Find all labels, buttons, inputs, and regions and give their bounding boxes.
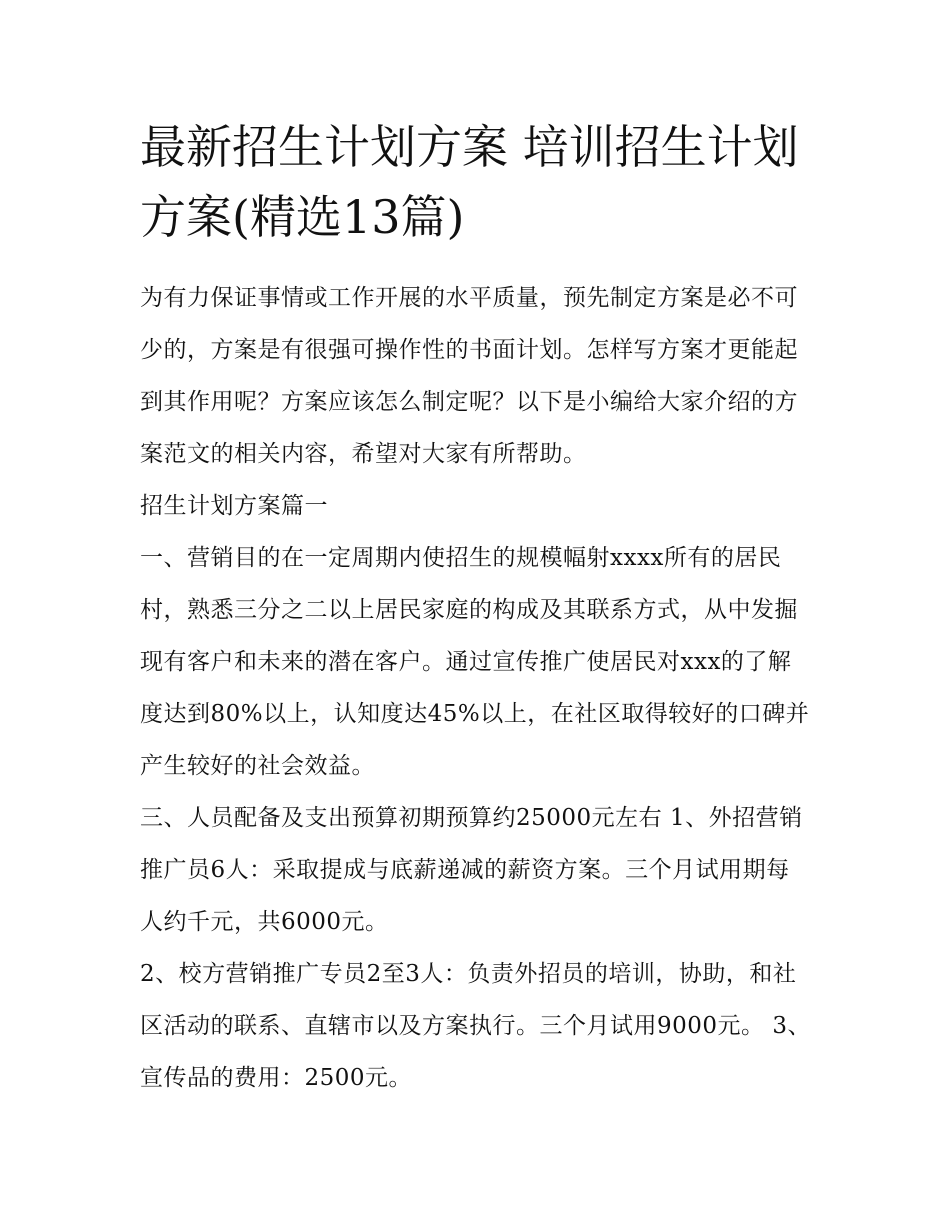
intro-paragraph: 为有力保证事情或工作开展的水平质量，预先制定方案是必不可少的，方案是有很强可操作性的书面计划。怎样写方案才更能起到其作用呢？方案应该怎么制定呢？以下是小编给大家介绍的方案范文的相关内容，希望对大家有所帮助。: [140, 285, 798, 467]
body-paragraph: 一、营销目的在一定周期内使招生的规模幅射xxxx所有的居民村，熟悉三分之二以上居民家庭的构成及其联系方式，从中发掘现有客户和未来的潜在客户。通过宣传推广使居民对xxx的了解度达到80%以上，认知度达45%以上，在社区取得较好的口碑并产生较好的社会效益。: [140, 545, 810, 779]
section-heading: 招生计划方案篇一: [140, 493, 328, 519]
document-content: [140, 112, 812, 1104]
document-title: 最新招生计划方案 培训招生计划方案(精选13篇): [140, 120, 799, 244]
body-paragraph: 三、人员配备及支出预算初期预算约25000元左右 1、外招营销推广员6人：采取提成与底薪递减的薪资方案。三个月试用期每人约千元，共6000元。: [140, 805, 803, 935]
body-paragraph: 2、校方营销推广专员2至3人：负责外招员的培训，协助，和社区活动的联系、直辖市以及方案执行。三个月试用9000元。 3、宣传品的费用：2500元。: [140, 961, 811, 1091]
